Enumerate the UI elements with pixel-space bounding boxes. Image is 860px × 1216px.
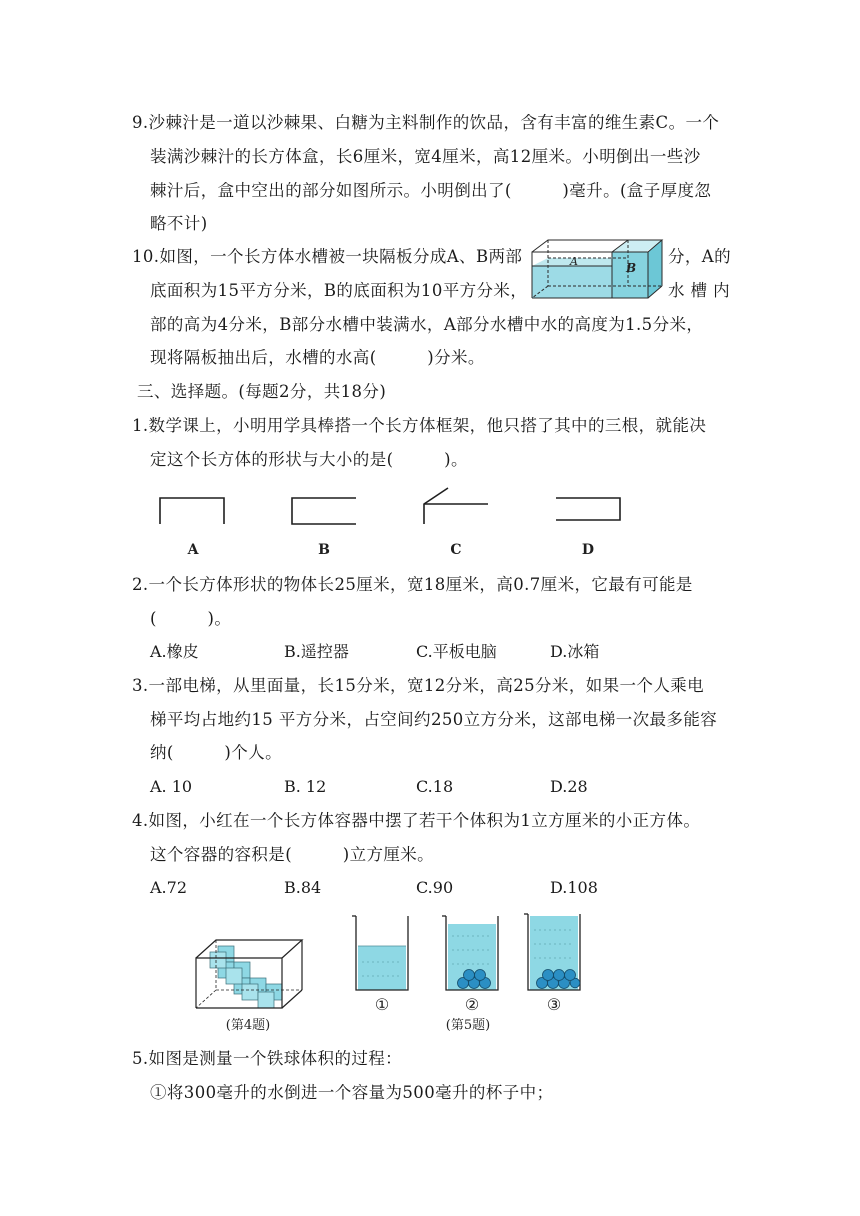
q9-line-1: 9.沙棘汁是一道以沙棘果、白糖为主料制作的饮品，含有丰富的维生素C。一个 <box>132 113 720 132</box>
tank-label-b: B <box>626 261 637 275</box>
frame-label-c: C <box>450 542 462 558</box>
c4-line-1: 4.如图，小红在一个长方体容器中摆了若干个体积为1立方厘米的小正方体。 <box>132 811 701 830</box>
beaker-label-2: ② <box>464 995 480 1014</box>
c2-option-b[interactable]: B.遥控器 <box>284 642 349 661</box>
c2-line-2: ( )。 <box>150 609 232 628</box>
q10-line-3: 部的高为4分米，B部分水槽中装满水，A部分水槽中水的高度为1.5分米， <box>150 315 704 334</box>
c3-line-1: 3.一部电梯，从里面量，长15分米，宽12分米，高25分米，如果一个人乘电 <box>132 676 705 695</box>
frame-label-d: D <box>581 542 595 558</box>
c4-option-c[interactable]: C.90 <box>416 878 454 897</box>
c3-option-a[interactable]: A. 10 <box>150 777 193 796</box>
q5-figure-caption: (第5题) <box>445 1018 491 1033</box>
c3-option-d[interactable]: D.28 <box>550 777 588 796</box>
beaker-label-3: ③ <box>546 995 562 1014</box>
c4-option-b[interactable]: B.84 <box>284 878 322 897</box>
c5-line-1: 5.如图是测量一个铁球体积的过程： <box>132 1049 403 1068</box>
c4-line-2: 这个容器的容积是( )立方厘米。 <box>150 845 435 864</box>
beaker-label-1: ① <box>374 995 390 1014</box>
c4-option-d[interactable]: D.108 <box>550 878 598 897</box>
frame-label-b: B <box>318 542 330 558</box>
section-title: 三、选择题。(每题2分，共18分) <box>137 382 387 401</box>
c1-line-1: 1.数学课上，小明用学具棒搭一个长方体框架，他只搭了其中的三根，就能决 <box>132 416 707 435</box>
c3-option-c[interactable]: C.18 <box>416 777 454 796</box>
c2-option-d[interactable]: D.冰箱 <box>550 642 600 661</box>
c3-option-b[interactable]: B. 12 <box>284 777 327 796</box>
c5-line-2: ①将300毫升的水倒进一个容量为500毫升的杯子中； <box>150 1083 554 1102</box>
figures-q4-q5 <box>190 906 610 1036</box>
water-tank-figure <box>530 238 666 300</box>
q10-line-2a: 底面积为15平方分米，B的底面积为10平方分米， <box>150 281 528 300</box>
q10-line-2b: 水 槽 内 <box>668 281 730 300</box>
c4-option-a[interactable]: A.72 <box>150 878 187 897</box>
container-with-cubes <box>196 940 302 1008</box>
frame-options-figure <box>148 484 624 560</box>
c1-line-2: 定这个长方体的形状与大小的是( )。 <box>150 450 468 469</box>
q10-line-1b: 分，A的 <box>668 247 732 266</box>
q9-line-2: 装满沙棘汁的长方体盒，长6厘米，宽4厘米，高12厘米。小明倒出一些沙 <box>150 147 701 166</box>
q10-line-1a: 10.如图，一个长方体水槽被一块隔板分成A、B两部 <box>132 247 523 266</box>
c2-option-a[interactable]: A.橡皮 <box>150 642 199 661</box>
frame-label-a: A <box>187 542 199 558</box>
c3-line-2: 梯平均占地约15 平方分米，占空间约250立方分米，这部电梯一次最多能容 <box>150 710 718 729</box>
q9-line-3: 棘汁后，盒中空出的部分如图所示。小明倒出了( )毫升。(盒子厚度忽 <box>150 181 712 200</box>
q10-line-4: 现将隔板抽出后，水槽的水高( )分米。 <box>150 348 485 367</box>
c2-line-1: 2.一个长方体形状的物体长25厘米，宽18厘米，高0.7厘米，它最有可能是 <box>132 575 693 594</box>
tank-label-a: A <box>570 255 578 268</box>
q9-line-4: 略不计) <box>150 214 208 233</box>
c2-option-c[interactable]: C.平板电脑 <box>416 642 497 661</box>
q4-figure-caption: (第4题) <box>225 1018 271 1033</box>
beakers <box>352 914 580 990</box>
c3-line-3: 纳( )个人。 <box>150 743 282 762</box>
